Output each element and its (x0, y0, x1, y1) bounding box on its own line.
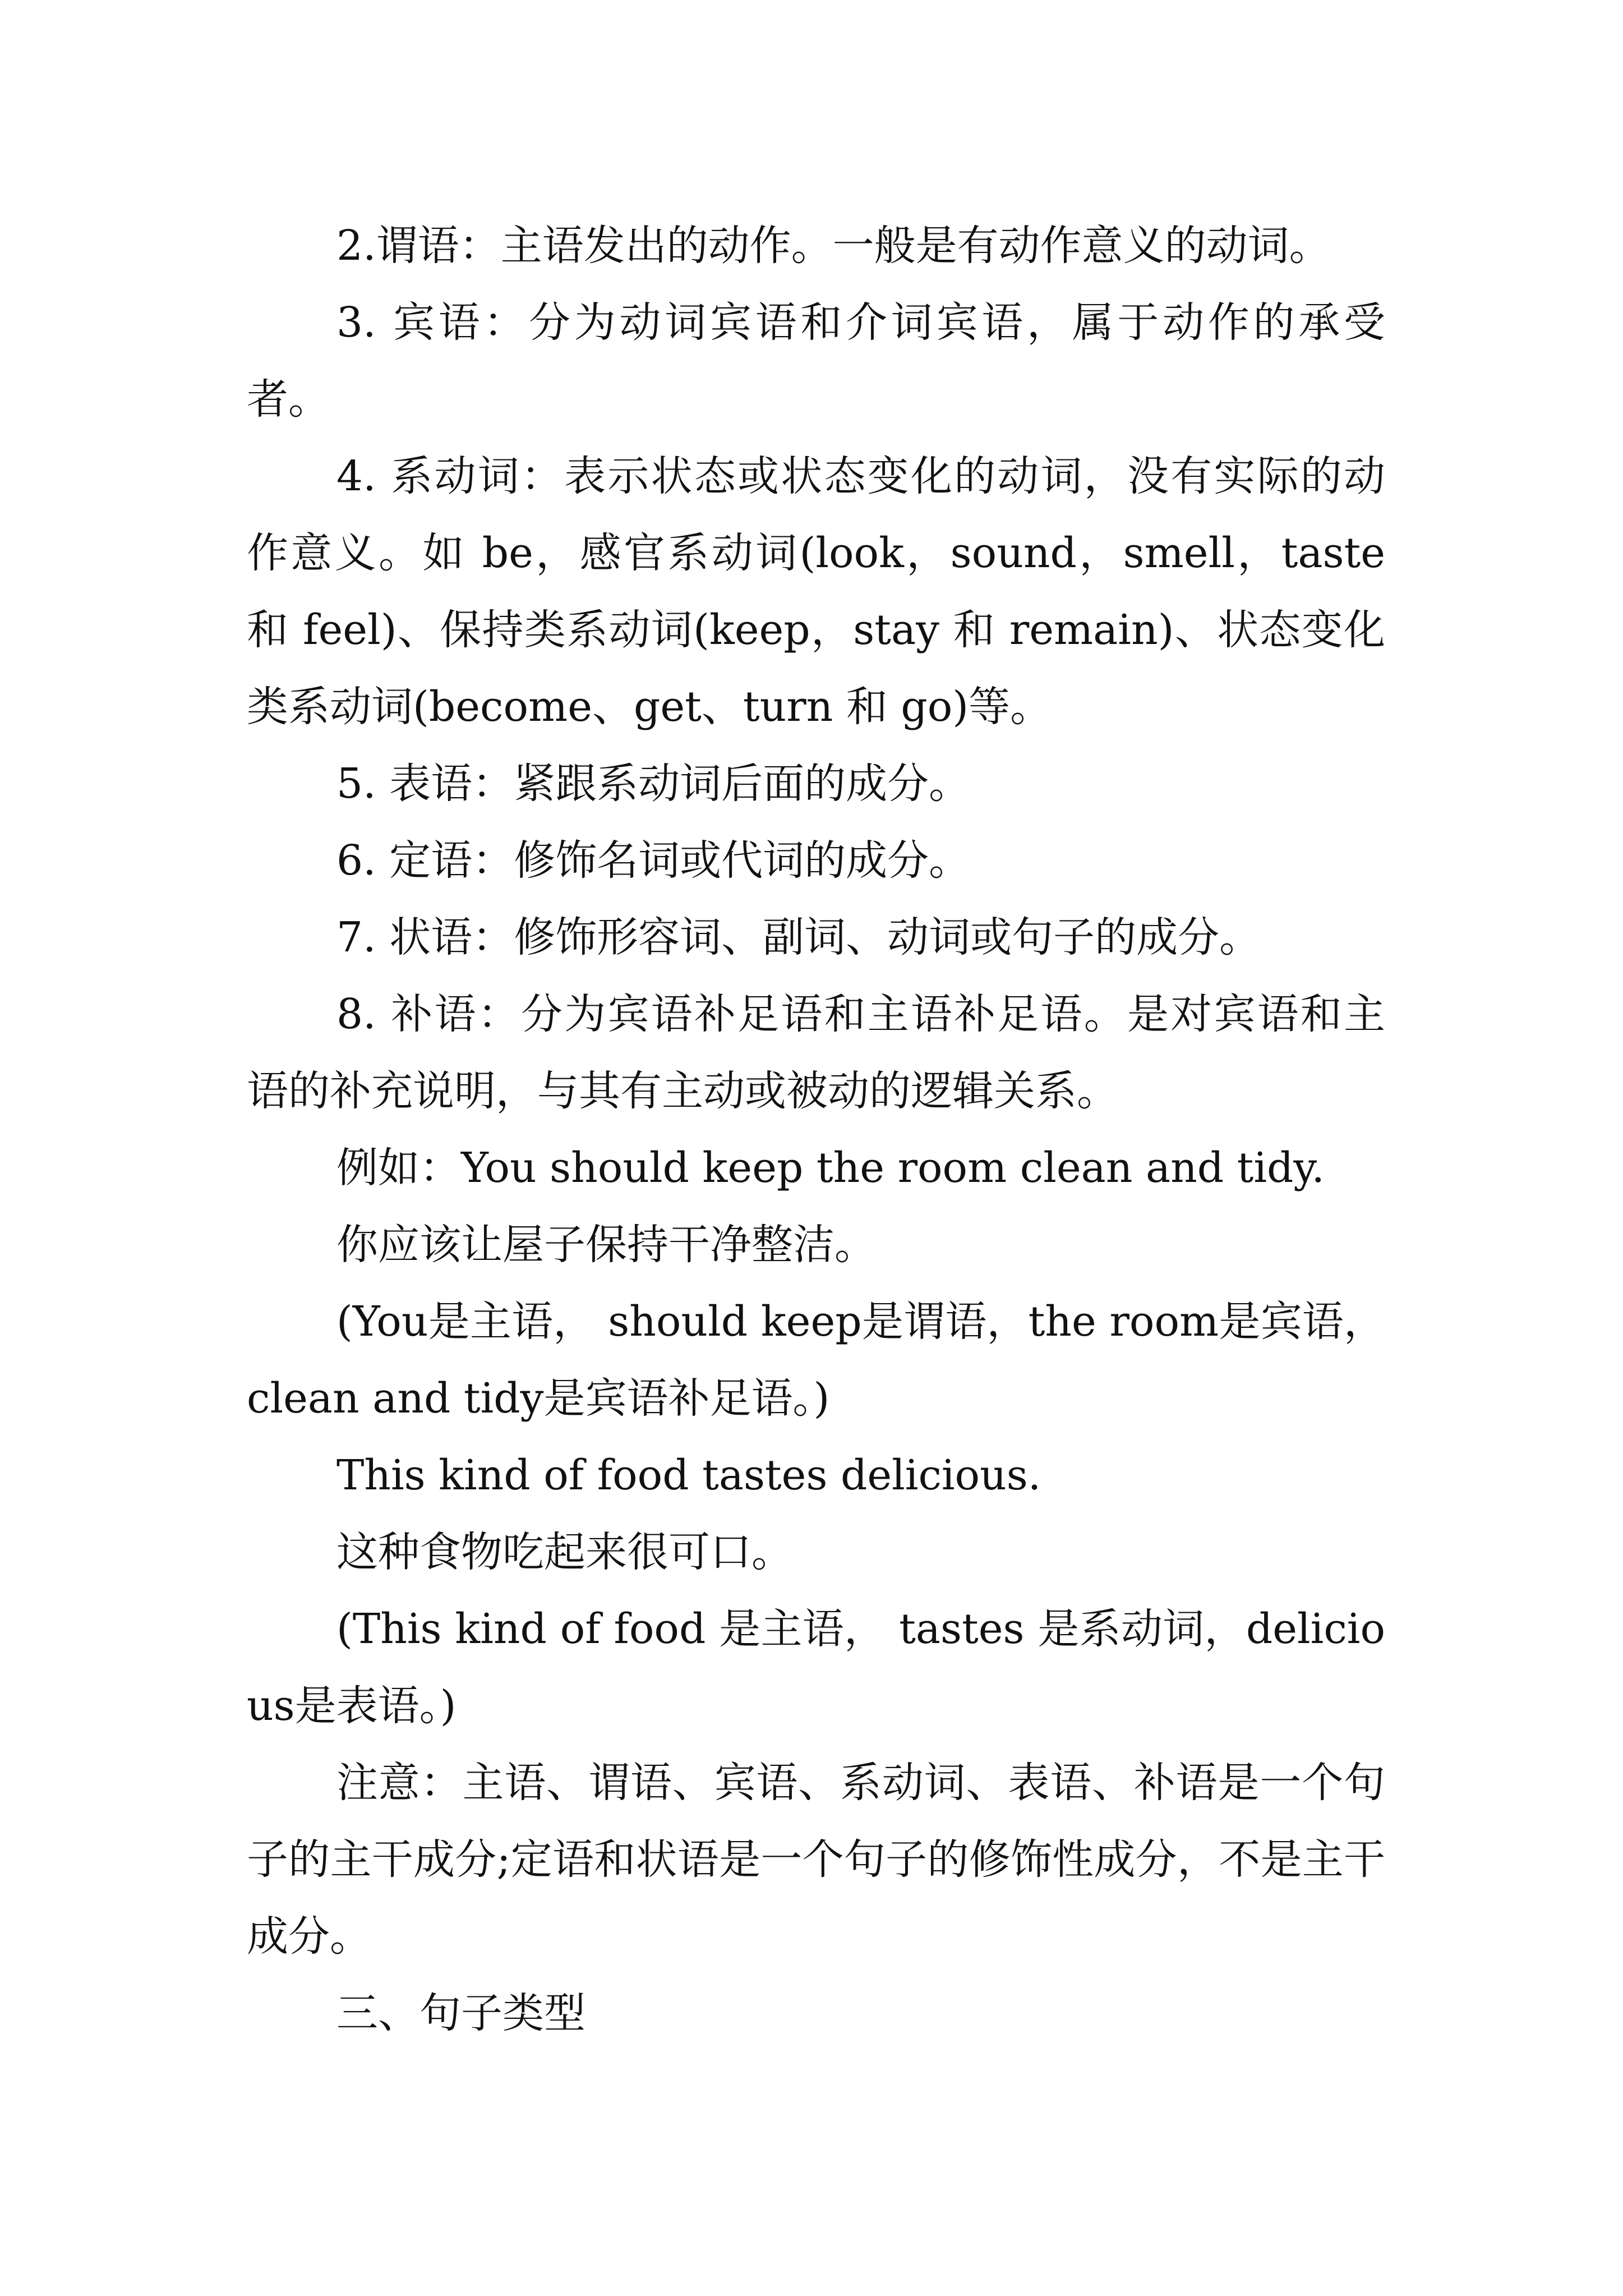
paragraph-object: 3. 宾语：分为动词宾语和介词宾语，属于动作的承受者。 (247, 298, 1385, 424)
document-page (247, 208, 1385, 2052)
paragraph-complement: 8. 补语：分为宾语补足语和主语补足语。是对宾语和主语的补充说明，与其有主动或被动的逻辑关系。 (247, 990, 1385, 1115)
note-paragraph: 注意：主语、谓语、宾语、系动词、表语、补语是一个句子的主干成分;定语和状语是一个句子的修饰性成分，不是主干成分。 (247, 1759, 1385, 1961)
example-translation-1: 你应该让屋子保持干净整洁。 (336, 1221, 876, 1269)
example-sentence-2: This kind of food tastes delicious. (336, 1451, 1041, 1499)
example-analysis-1: (You是主语， should keep是谓语，the room是宾语，clean and tidy是宾语补足语。) (247, 1297, 1385, 1423)
paragraph-predicative: 5. 表语：紧跟系动词后面的成分。 (336, 760, 971, 808)
paragraph-predicate: 2.谓语：主语发出的动作。一般是有动作意义的动词。 (336, 222, 1331, 270)
paragraph-adverbial: 7. 状语：修饰形容词、副词、动词或句子的成分。 (336, 913, 1261, 961)
section-heading-sentence-types: 三、句子类型 (336, 1989, 585, 2037)
example-analysis-2: (This kind of food 是主语， tastes 是系动词，delicious是表语。) (247, 1605, 1385, 1730)
example-sentence-1: 例如：You should keep the room clean and tidy. (336, 1144, 1325, 1192)
example-translation-2: 这种食物吃起来很可口。 (336, 1528, 793, 1576)
paragraph-linking-verb: 4. 系动词：表示状态或状态变化的动词，没有实际的动作意义。如 be，感官系动词(look，sound，smell，taste 和 feel)、保持类系动词(keep，stay 和 remain)、状态变化类系动词(become、get、turn 和 go)等。 (247, 452, 1385, 731)
paragraph-attribute: 6. 定语：修饰名词或代词的成分。 (336, 836, 971, 885)
